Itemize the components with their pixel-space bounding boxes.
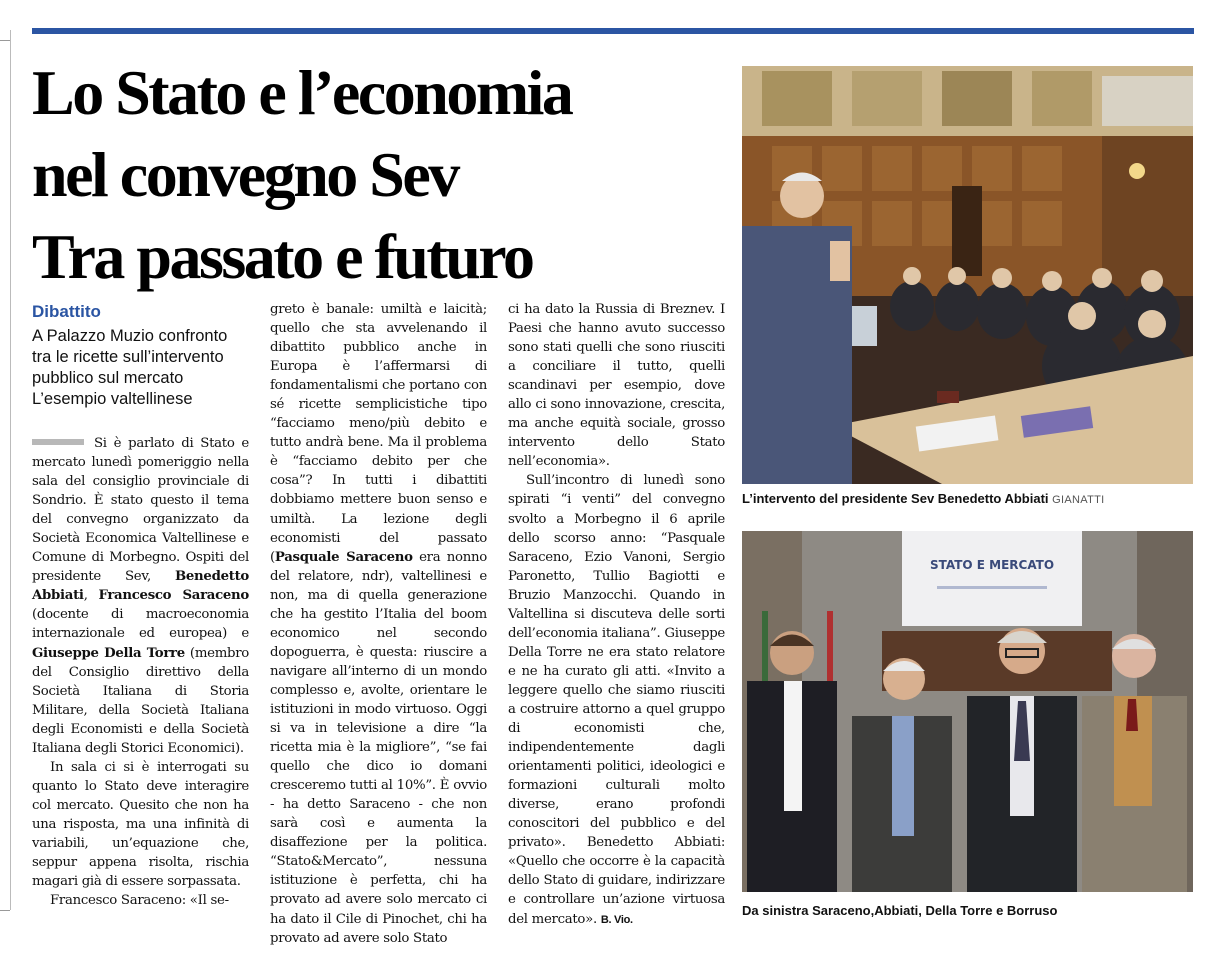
headline-line: nel convegno Sev — [32, 139, 458, 210]
photo1-caption — [742, 491, 1104, 506]
summary-line: tra le ricette sull’intervento — [32, 348, 224, 366]
photo-group-illustration — [742, 531, 1193, 892]
caption-text: L’intervento del presidente Sev Benedetto Abbiati — [742, 491, 1049, 506]
paragraph — [32, 434, 249, 758]
paragraph: In sala ci si è interrogati su quanto lo Stato deve interagire col mercato. Quesito che non ha una risposta, ma una infinità di variabili, un’equazione che, seppur appena risolta, rischia magari già di essere sorpassata. — [32, 759, 249, 890]
summary-line: pubblico sul mercato — [32, 369, 184, 387]
bold-name: Benedetto Abbiati — [32, 569, 249, 604]
article-headline — [32, 52, 722, 298]
photo2-caption: Da sinistra Saraceno,Abbiati, Della Torre e Borruso — [742, 903, 1058, 918]
bold-name: Francesco Saraceno — [98, 588, 249, 604]
article-summary — [32, 326, 252, 410]
photo-credit: GIANATTI — [1052, 494, 1105, 506]
author-signature: B. Vio. — [600, 913, 633, 926]
paragraph-continued: ci ha dato la Russia di Breznev. I Paesi che hanno avuto successo sono stati quelli che sono riusciti a conciliare il tutto, quelli scandinavi per esempio, dove allo ci sono innovazione, crescita, ma anche equità sociale, grosso intervento dello Stato nell’economia». — [508, 302, 725, 470]
top-rule — [32, 28, 1194, 34]
text-run: (docente di macroeconomia internazionale ed europea) e — [32, 607, 249, 642]
edge-tick — [0, 40, 10, 41]
article-column-3 — [508, 300, 725, 930]
headline-line: Lo Stato e l’economia — [32, 57, 572, 128]
article-column-1 — [32, 434, 249, 910]
summary-line: A Palazzo Muzio confronto — [32, 327, 228, 345]
edge-tick — [0, 910, 10, 911]
text-run: , — [83, 588, 99, 604]
page-edge-mark — [0, 30, 11, 910]
text-run: Si è parlato di Stato e mercato lunedì pomeriggio nella sala del consiglio provinciale di Sondrio. È stato questo il tema del convegno organizzato da Società Economica Valtellinese e Comune di Morbegno. Ospiti del presidente Sev, — [32, 436, 249, 585]
headline-line: Tra passato e futuro — [32, 221, 533, 292]
photo-speaker — [742, 66, 1193, 484]
photo-group — [742, 531, 1193, 892]
screen-title: STATO E MERCATO — [929, 558, 1055, 572]
bold-name: Pasquale Saraceno — [274, 549, 413, 565]
paragraph: Francesco Saraceno: «Il se- — [50, 893, 229, 909]
section-kicker: Dibattito — [32, 302, 101, 321]
paragraph-continued: greto è banale: umiltà e laicità; quello che sta avvelenando il dibattito pubblico anche in Europa è l’affermarsi di fondamentalismi che portano con sé ricette semplicistiche tipo “facciamo meno/più debito e tutto andrà bene. Ma il problema è “facciamo debito per che cosa”? In tutti i dibattiti dobbiamo mettere buon senso e umiltà. La lezione degli economisti del passato (Pasquale Saraceno era nonno del relatore, ndr), valtellinesi e non, ma di quella generazione che ha gestito l’Italia del boom economico nel secondo dopoguerra, è questa: riuscire a navigare all’interno di un mondo complesso e, avolte, orientare le istituzioni in modo virtuoso. Oggi si va in televisione a dire “la ricetta mia è la migliore”, “se fai quello che dico io domani cresceremo tutti al 10%”. È ovvio - ha detto Saraceno - che non sarà così e aumenta la disaffezione per la politica. “Stato&Mercato”, nessuna istituzione è perfetta, chi ha provato ad avere solo mercato ci ha dato il Cile di Pinochet, chi ha provato ad avere solo Stato — [270, 302, 487, 946]
lead-dash — [32, 439, 84, 445]
photo-speaker-illustration — [742, 66, 1193, 484]
bold-name: Giuseppe Della Torre — [32, 645, 185, 661]
article-column-2 — [270, 300, 487, 948]
text-run: (membro del Consiglio direttivo della Società Italiana di Storia Militare, della Società Italiana degli Economisti e della Società Italiana degli Storici Economici). — [32, 645, 249, 756]
paragraph — [508, 471, 725, 929]
summary-line: L’esempio valtellinese — [32, 390, 193, 408]
text-run: Sull’incontro di lunedì sono spirati “i venti” del convegno svolto a Morbegno il 6 aprile dello scorso anno: “Pasquale Saraceno, Ezio Vanoni, Sergio Paronetto, Tullio Bagiotti e Bruzio Manzocchi. Quando in Valtellina si discuteva delle sorti dell’economia italiana”. Giuseppe Della Torre ne era stato relatore e ne ha curato gli atti. «Invito a leggere quello che siamo riusciti a costruire attorno a quel gruppo di economisti che, indipendentemente dagli orientamenti politici, ideologici e formazioni culturali molto diverse, erano profondi conoscitori del pubblico e del privato». Benedetto Abbiati: «Quello che occorre è la capacità dello Stato di guidare, indirizzare e controllare un’azione virtuosa del mercato». — [508, 473, 725, 927]
